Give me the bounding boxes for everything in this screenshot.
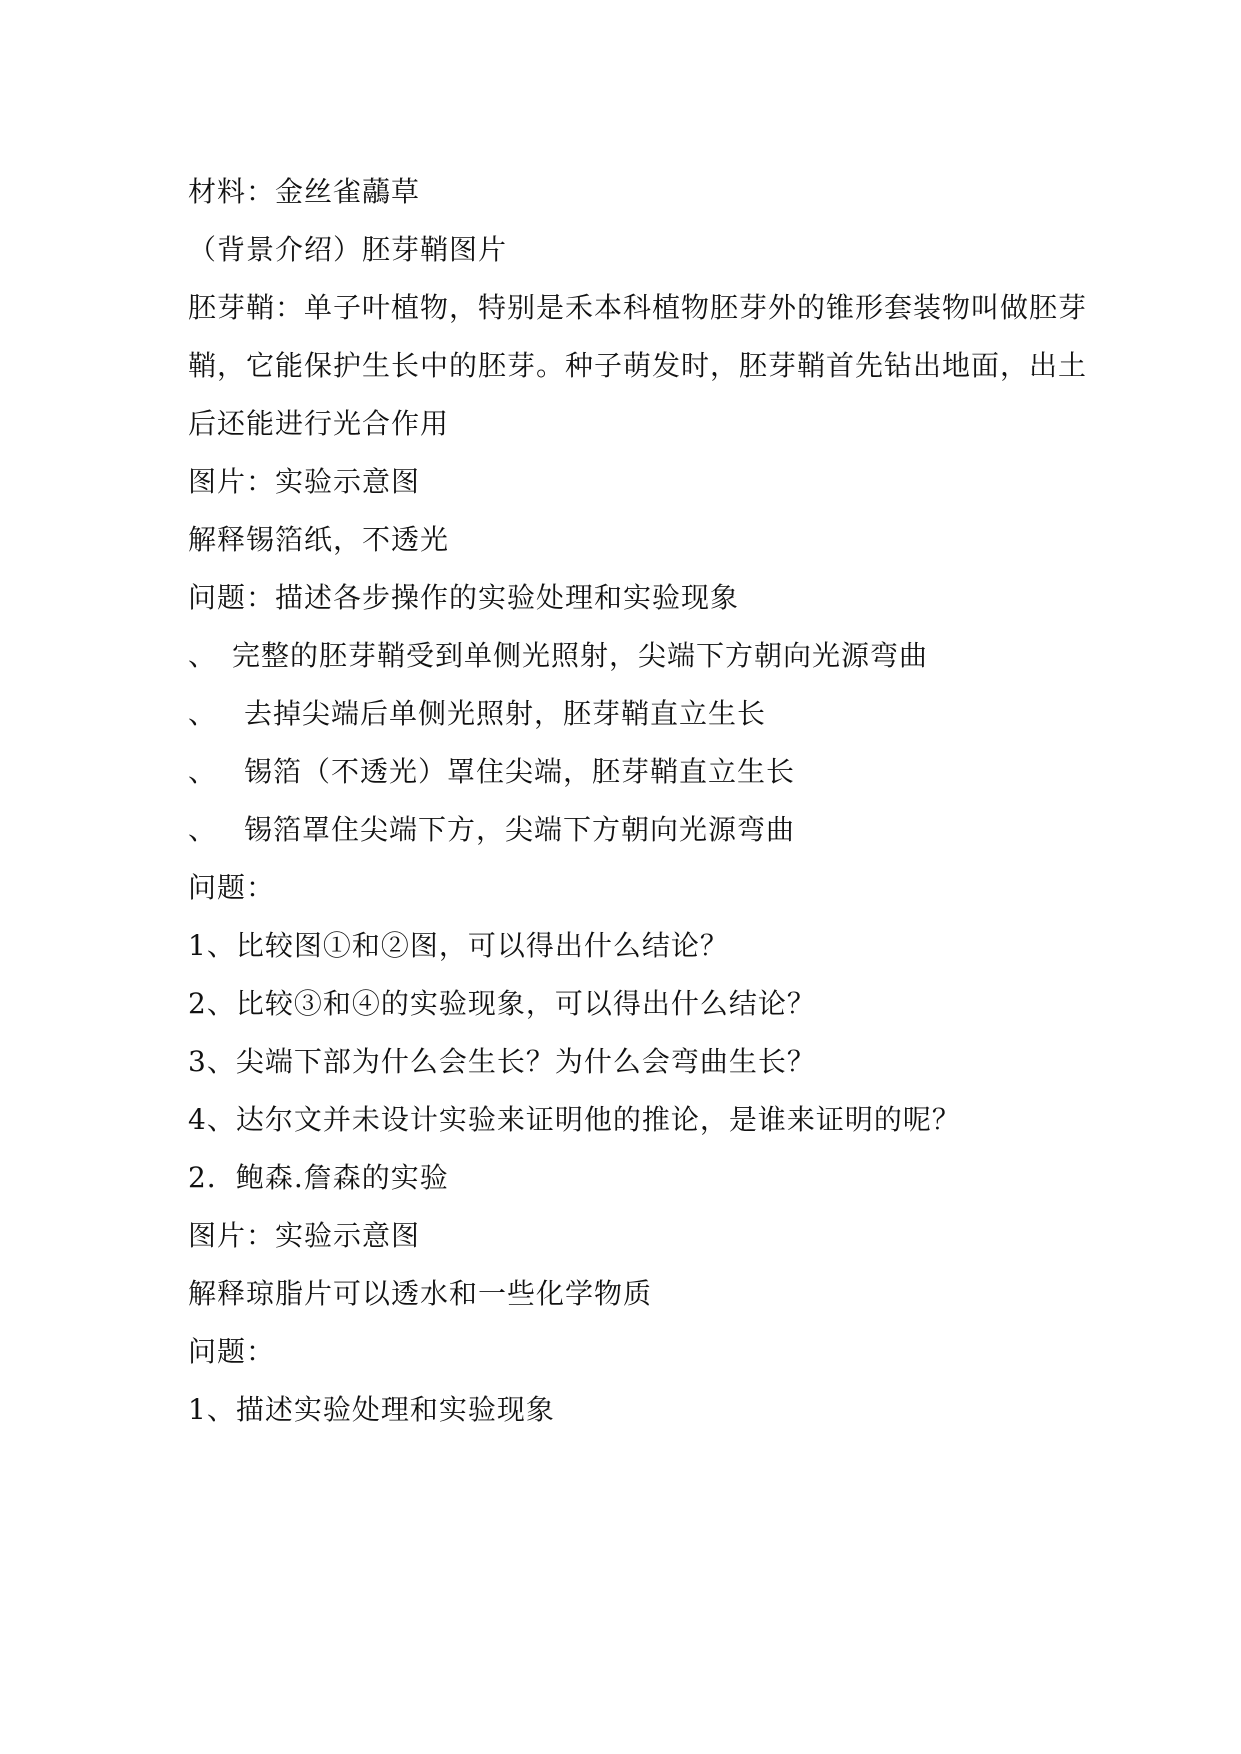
question-heading: 问题： bbox=[188, 871, 276, 904]
section-heading: 2．鲍森.詹森的实验 bbox=[188, 1161, 449, 1194]
background-intro-line: （背景介绍）胚芽鞘图片 bbox=[188, 233, 508, 266]
step-mark: 、 bbox=[188, 755, 218, 788]
question-item: 3、尖端下部为什么会生长？为什么会弯曲生长？ bbox=[188, 1045, 816, 1078]
explanation-line: 解释琼脂片可以透水和一些化学物质 bbox=[188, 1277, 653, 1310]
step-mark: 、 bbox=[188, 813, 218, 846]
figure-caption: 图片：实验示意图 bbox=[188, 465, 421, 498]
question-line: 问题：描述各步操作的实验处理和实验现象 bbox=[188, 581, 740, 614]
question-heading: 问题： bbox=[188, 1335, 276, 1368]
step-text: 锡箔（不透光）罩住尖端，胚芽鞘直立生长 bbox=[244, 755, 796, 788]
step-text: 完整的胚芽鞘受到单侧光照射，尖端下方朝向光源弯曲 bbox=[232, 639, 929, 672]
step-text: 去掉尖端后单侧光照射，胚芽鞘直立生长 bbox=[244, 697, 767, 730]
question-item: 1、描述实验处理和实验现象 bbox=[188, 1393, 555, 1426]
step-item bbox=[188, 812, 795, 848]
definition-line-2: 鞘，它能保护生长中的胚芽。种子萌发时，胚芽鞘首先钻出地面，出土 bbox=[188, 349, 1088, 382]
explanation-line: 解释锡箔纸，不透光 bbox=[188, 523, 450, 556]
figure-caption: 图片：实验示意图 bbox=[188, 1219, 421, 1252]
question-item: 1、比较图①和②图，可以得出什么结论？ bbox=[188, 929, 729, 962]
definition-line-1: 胚芽鞘：单子叶植物，特别是禾本科植物胚芽外的锥形套装物叫做胚芽 bbox=[188, 291, 1088, 324]
step-text: 锡箔罩住尖端下方，尖端下方朝向光源弯曲 bbox=[244, 813, 796, 846]
step-item bbox=[188, 754, 795, 790]
question-item: 2、比较③和④的实验现象，可以得出什么结论？ bbox=[188, 987, 816, 1020]
definition-line-3: 后还能进行光合作用 bbox=[188, 407, 450, 440]
step-item bbox=[188, 638, 928, 674]
step-mark: 、 bbox=[188, 697, 218, 730]
question-item: 4、达尔文并未设计实验来证明他的推论，是谁来证明的呢？ bbox=[188, 1103, 961, 1136]
step-item bbox=[188, 696, 766, 732]
materials-line: 材料：金丝雀虉草 bbox=[188, 175, 421, 208]
step-mark: 、 bbox=[188, 639, 218, 672]
